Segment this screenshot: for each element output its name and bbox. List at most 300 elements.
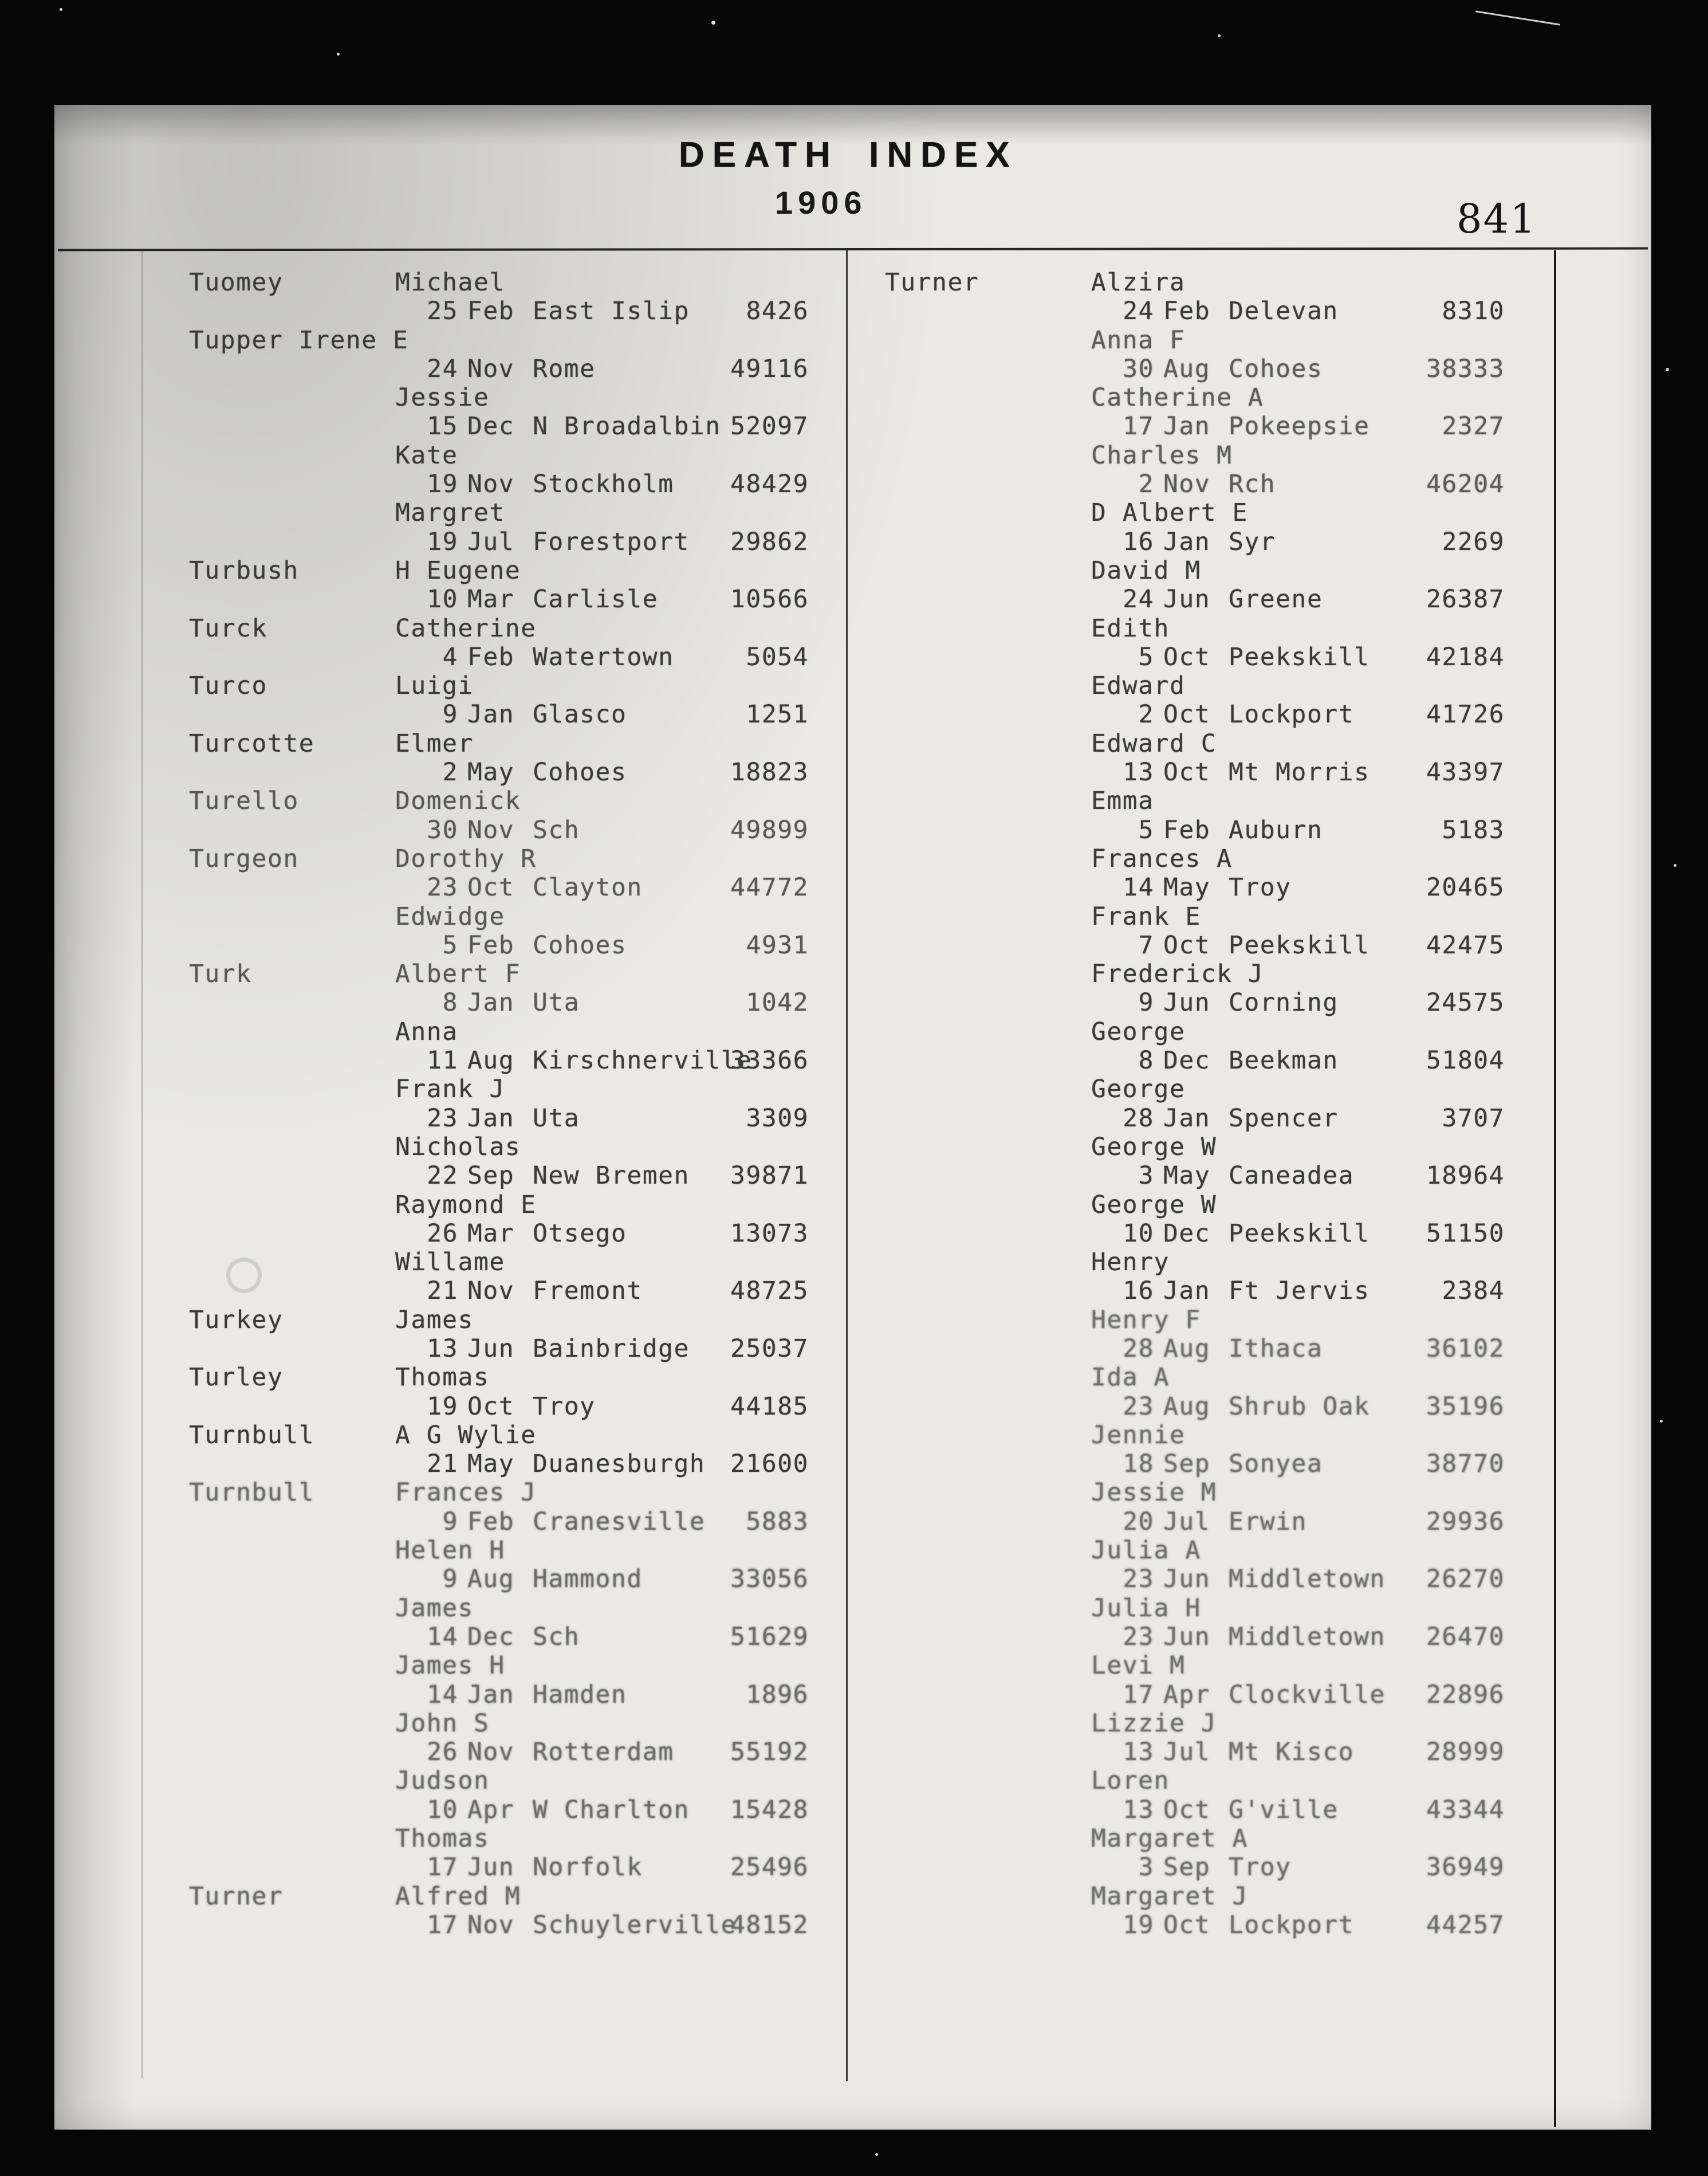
index-entry bbox=[189, 1824, 842, 1882]
index-entry bbox=[885, 1709, 1538, 1767]
certificate-number: 43397 bbox=[1426, 758, 1505, 787]
entry-name-line bbox=[189, 902, 842, 931]
entry-detail-line bbox=[189, 700, 842, 729]
given-name: Edith bbox=[1091, 614, 1170, 643]
death-month: Oct bbox=[467, 1392, 515, 1421]
entry-name-line bbox=[885, 498, 1538, 527]
dust-speck bbox=[1666, 368, 1669, 371]
death-place: Carlisle bbox=[533, 585, 659, 614]
death-day: 14 bbox=[427, 1622, 458, 1651]
entry-name-line bbox=[885, 1594, 1538, 1623]
entry-detail-line bbox=[885, 1796, 1538, 1824]
index-entry bbox=[885, 960, 1538, 1018]
entry-detail-line bbox=[189, 1738, 842, 1766]
death-day: 4 bbox=[442, 642, 458, 671]
certificate-number: 26387 bbox=[1426, 585, 1505, 614]
death-month: Aug bbox=[1163, 1334, 1211, 1363]
death-place: Hammond bbox=[533, 1565, 643, 1594]
index-entry bbox=[189, 1478, 842, 1536]
entry-name-line bbox=[885, 1766, 1538, 1795]
certificate-number: 2384 bbox=[1442, 1276, 1505, 1306]
death-place: Norfolk bbox=[533, 1853, 643, 1882]
entry-name-line bbox=[189, 1306, 842, 1334]
death-month: Oct bbox=[467, 873, 515, 902]
entry-detail-line bbox=[189, 1853, 842, 1882]
death-month: Jan bbox=[467, 1680, 515, 1709]
entry-name-line bbox=[189, 845, 842, 873]
entry-name-line bbox=[189, 1075, 842, 1103]
certificate-number: 21600 bbox=[730, 1450, 809, 1479]
certificate-number: 49899 bbox=[730, 815, 809, 845]
death-month: Oct bbox=[1163, 758, 1211, 787]
entry-detail-line bbox=[189, 470, 842, 498]
surname: Tupper Irene E bbox=[189, 325, 409, 355]
certificate-number: 44257 bbox=[1426, 1910, 1505, 1939]
death-place: Duanesburgh bbox=[533, 1450, 706, 1479]
given-name: Edwidge bbox=[395, 902, 505, 931]
death-day: 3 bbox=[1138, 1853, 1154, 1882]
given-name: Frederick J bbox=[1091, 960, 1264, 989]
entry-name-line bbox=[189, 1191, 842, 1219]
death-day: 16 bbox=[1123, 527, 1154, 556]
certificate-number: 5054 bbox=[746, 642, 809, 671]
given-name: Nicholas bbox=[395, 1132, 521, 1161]
entry-detail-line bbox=[885, 470, 1538, 498]
certificate-number: 5883 bbox=[746, 1507, 809, 1536]
entry-detail-line bbox=[189, 297, 842, 325]
entry-detail-line bbox=[885, 873, 1538, 902]
death-day: 10 bbox=[1123, 1219, 1154, 1248]
death-day: 9 bbox=[442, 1565, 458, 1594]
index-entry bbox=[885, 1363, 1538, 1421]
entry-detail-line bbox=[189, 1450, 842, 1478]
death-month: Oct bbox=[1163, 700, 1211, 729]
death-day: 25 bbox=[427, 297, 458, 326]
index-entry bbox=[885, 1421, 1538, 1479]
index-entry bbox=[189, 614, 842, 672]
entry-detail-line bbox=[885, 1680, 1538, 1709]
entry-name-line bbox=[189, 1824, 842, 1853]
index-entry bbox=[189, 1133, 842, 1191]
certificate-number: 25496 bbox=[730, 1853, 809, 1882]
index-entry bbox=[885, 1306, 1538, 1364]
given-name: Frank J bbox=[395, 1075, 505, 1104]
index-entry bbox=[885, 1018, 1538, 1075]
index-column-right bbox=[885, 268, 1538, 1939]
given-name: George W bbox=[1091, 1190, 1217, 1219]
given-name: David M bbox=[1091, 556, 1201, 585]
entry-detail-line bbox=[189, 1046, 842, 1075]
left-margin-rule bbox=[141, 250, 143, 2078]
death-day: 16 bbox=[1123, 1276, 1154, 1306]
entry-name-line bbox=[885, 1133, 1538, 1161]
certificate-number: 22896 bbox=[1426, 1680, 1505, 1709]
death-place: Ithaca bbox=[1229, 1334, 1323, 1363]
death-month: Sep bbox=[1163, 1853, 1211, 1882]
index-entry bbox=[189, 1248, 842, 1306]
death-month: Jun bbox=[1163, 1565, 1211, 1594]
death-place: Lockport bbox=[1229, 1910, 1355, 1939]
index-entry bbox=[189, 498, 842, 556]
death-month: Jun bbox=[1163, 1622, 1211, 1651]
entry-name-line bbox=[885, 383, 1538, 412]
certificate-number: 5183 bbox=[1442, 815, 1505, 845]
death-month: Feb bbox=[1163, 297, 1211, 326]
entry-name-line bbox=[189, 1594, 842, 1623]
death-month: Nov bbox=[467, 815, 515, 845]
entry-name-line bbox=[885, 902, 1538, 931]
index-entry bbox=[885, 383, 1538, 441]
certificate-number: 28999 bbox=[1426, 1738, 1505, 1767]
entry-name-line bbox=[885, 326, 1538, 355]
surname: Turner bbox=[189, 1882, 284, 1911]
index-entry bbox=[885, 326, 1538, 384]
death-day: 21 bbox=[427, 1450, 458, 1479]
certificate-number: 52097 bbox=[730, 412, 809, 441]
entry-detail-line bbox=[189, 931, 842, 960]
index-entry bbox=[885, 1133, 1538, 1191]
death-month: Feb bbox=[1163, 815, 1211, 845]
given-name: Anna bbox=[395, 1017, 458, 1046]
death-place: Middletown bbox=[1229, 1622, 1386, 1651]
index-entry bbox=[189, 902, 842, 960]
index-entry bbox=[189, 1766, 842, 1824]
death-month: Jan bbox=[1163, 527, 1211, 556]
given-name: Luigi bbox=[395, 671, 474, 701]
index-entry bbox=[885, 787, 1538, 845]
death-month: Feb bbox=[467, 642, 515, 671]
entry-name-line bbox=[189, 1766, 842, 1795]
index-entry bbox=[885, 1766, 1538, 1824]
entry-detail-line bbox=[885, 1565, 1538, 1593]
death-month: Nov bbox=[1163, 470, 1211, 499]
death-month: Nov bbox=[467, 470, 515, 499]
certificate-number: 13073 bbox=[730, 1219, 809, 1248]
index-entry bbox=[885, 1478, 1538, 1536]
death-day: 8 bbox=[442, 988, 458, 1018]
death-month: May bbox=[1163, 1161, 1211, 1191]
certificate-number: 42475 bbox=[1426, 930, 1505, 960]
certificate-number: 29936 bbox=[1426, 1507, 1505, 1536]
index-entry bbox=[189, 1306, 842, 1364]
certificate-number: 39871 bbox=[730, 1161, 809, 1191]
given-name: Alfred M bbox=[395, 1882, 521, 1911]
death-month: Dec bbox=[1163, 1046, 1211, 1075]
index-entry bbox=[189, 556, 842, 614]
entry-detail-line bbox=[885, 816, 1538, 845]
entry-name-line bbox=[189, 1478, 842, 1507]
index-entry bbox=[885, 845, 1538, 902]
death-month: Nov bbox=[467, 1910, 515, 1939]
certificate-number: 49116 bbox=[730, 354, 809, 383]
death-day: 20 bbox=[1123, 1507, 1154, 1536]
entry-detail-line bbox=[885, 412, 1538, 441]
certificate-number: 3707 bbox=[1442, 1103, 1505, 1133]
index-entry bbox=[189, 1421, 842, 1479]
index-entry bbox=[189, 1882, 842, 1940]
index-entry bbox=[189, 960, 842, 1018]
given-name: Loren bbox=[1091, 1766, 1170, 1796]
index-entry bbox=[189, 845, 842, 902]
death-place: Beekman bbox=[1229, 1046, 1339, 1075]
given-name: Margaret A bbox=[1091, 1824, 1248, 1853]
given-name: A G Wylie bbox=[395, 1420, 537, 1450]
entry-detail-line bbox=[885, 297, 1538, 325]
surname: Turello bbox=[189, 787, 299, 816]
given-name: Margret bbox=[395, 498, 505, 528]
index-entry bbox=[189, 1709, 842, 1767]
given-name: Kate bbox=[395, 441, 458, 470]
certificate-number: 38770 bbox=[1426, 1450, 1505, 1479]
entry-name-line bbox=[189, 671, 842, 700]
entry-detail-line bbox=[189, 355, 842, 383]
surname: Turk bbox=[189, 960, 252, 989]
death-month: Jul bbox=[467, 527, 515, 556]
death-month: Jan bbox=[1163, 1276, 1211, 1306]
death-day: 13 bbox=[427, 1334, 458, 1363]
death-day: 14 bbox=[427, 1680, 458, 1709]
certificate-number: 41726 bbox=[1426, 700, 1505, 729]
entry-detail-line bbox=[189, 758, 842, 787]
certificate-number: 43344 bbox=[1426, 1795, 1505, 1824]
given-name: Raymond E bbox=[395, 1190, 537, 1219]
dust-speck bbox=[337, 53, 340, 56]
entry-name-line bbox=[885, 1882, 1538, 1911]
entry-name-line bbox=[189, 1421, 842, 1450]
certificate-number: 2269 bbox=[1442, 527, 1505, 556]
index-entry bbox=[189, 441, 842, 499]
surname: Tuomey bbox=[189, 268, 284, 297]
given-name: Frances J bbox=[395, 1478, 537, 1507]
death-place: Peekskill bbox=[1229, 642, 1370, 671]
right-margin-rule bbox=[1554, 250, 1556, 2127]
death-day: 19 bbox=[427, 527, 458, 556]
certificate-number: 1251 bbox=[746, 700, 809, 729]
given-name: Lizzie J bbox=[1091, 1708, 1217, 1738]
death-place: Bainbridge bbox=[533, 1334, 690, 1363]
death-month: Oct bbox=[1163, 1910, 1211, 1939]
dust-speck bbox=[875, 2153, 878, 2156]
death-day: 24 bbox=[1123, 585, 1154, 614]
death-place: Watertown bbox=[533, 642, 674, 671]
death-month: Dec bbox=[467, 1622, 515, 1651]
given-name: Jennie bbox=[1091, 1420, 1186, 1450]
certificate-number: 44185 bbox=[730, 1392, 809, 1421]
death-place: Middletown bbox=[1229, 1565, 1386, 1594]
certificate-number: 33366 bbox=[730, 1046, 809, 1075]
index-entry bbox=[189, 787, 842, 845]
given-name: Judson bbox=[395, 1766, 490, 1796]
certificate-number: 1896 bbox=[746, 1680, 809, 1709]
given-name: H Eugene bbox=[395, 556, 521, 585]
entry-detail-line bbox=[189, 585, 842, 614]
certificate-number: 33056 bbox=[730, 1565, 809, 1594]
death-day: 24 bbox=[427, 354, 458, 383]
death-place: Forestport bbox=[533, 527, 690, 556]
death-month: Nov bbox=[467, 1738, 515, 1767]
entry-name-line bbox=[189, 787, 842, 815]
given-name: Julia H bbox=[1091, 1593, 1201, 1623]
death-day: 2 bbox=[1138, 470, 1154, 499]
death-month: Feb bbox=[467, 930, 515, 960]
index-entry bbox=[885, 729, 1538, 787]
index-entry bbox=[189, 729, 842, 787]
certificate-number: 8426 bbox=[746, 297, 809, 326]
death-place: Erwin bbox=[1229, 1507, 1307, 1536]
entry-name-line bbox=[189, 441, 842, 470]
entry-detail-line bbox=[885, 528, 1538, 556]
entry-name-line bbox=[885, 729, 1538, 758]
page-title: DEATH INDEX bbox=[679, 135, 1018, 175]
certificate-number: 48725 bbox=[730, 1276, 809, 1306]
dust-speck bbox=[1218, 34, 1221, 37]
certificate-number: 29862 bbox=[730, 527, 809, 556]
death-day: 10 bbox=[427, 1795, 458, 1824]
surname: Turck bbox=[189, 614, 267, 643]
given-name: Levi M bbox=[1091, 1651, 1186, 1680]
death-day: 17 bbox=[427, 1853, 458, 1882]
death-place: Clockville bbox=[1229, 1680, 1386, 1709]
death-month: Jan bbox=[467, 1103, 515, 1133]
given-name: Thomas bbox=[395, 1363, 490, 1392]
death-place: Rome bbox=[533, 354, 596, 383]
certificate-number: 2327 bbox=[1442, 412, 1505, 441]
entry-detail-line bbox=[885, 1334, 1538, 1363]
death-month: Dec bbox=[1163, 1219, 1211, 1248]
death-day: 5 bbox=[442, 930, 458, 960]
death-day: 9 bbox=[442, 700, 458, 729]
death-day: 13 bbox=[1123, 758, 1154, 787]
certificate-number: 48429 bbox=[730, 470, 809, 499]
entry-name-line bbox=[885, 960, 1538, 988]
given-name: Albert F bbox=[395, 960, 521, 989]
given-name: Jessie bbox=[395, 383, 490, 413]
death-place: Sonyea bbox=[1229, 1450, 1323, 1479]
surname: Turner bbox=[885, 268, 979, 297]
dust-speck bbox=[711, 21, 715, 25]
death-month: May bbox=[467, 758, 515, 787]
death-day: 8 bbox=[1138, 1046, 1154, 1075]
death-day: 13 bbox=[1123, 1795, 1154, 1824]
given-name: Elmer bbox=[395, 729, 474, 758]
index-entry bbox=[885, 1075, 1538, 1133]
entry-name-line bbox=[885, 1651, 1538, 1680]
entry-name-line bbox=[885, 1075, 1538, 1103]
death-place: Ft Jervis bbox=[1229, 1276, 1370, 1306]
entry-name-line bbox=[189, 383, 842, 412]
scanned-page bbox=[54, 105, 1651, 2130]
death-day: 2 bbox=[442, 758, 458, 787]
surname: Turnbull bbox=[189, 1420, 315, 1450]
surname: Turco bbox=[189, 671, 267, 701]
entry-detail-line bbox=[189, 1680, 842, 1709]
death-day: 7 bbox=[1138, 930, 1154, 960]
entry-detail-line bbox=[189, 1334, 842, 1363]
index-entry bbox=[189, 268, 842, 326]
death-place: Lockport bbox=[1229, 700, 1355, 729]
entry-detail-line bbox=[189, 1565, 842, 1593]
given-name: Frances A bbox=[1091, 844, 1233, 873]
death-place: Uta bbox=[533, 1103, 580, 1133]
death-place: W Charlton bbox=[533, 1795, 690, 1824]
entry-name-line bbox=[885, 614, 1538, 643]
death-month: Aug bbox=[1163, 354, 1211, 383]
death-day: 13 bbox=[1123, 1738, 1154, 1767]
death-day: 30 bbox=[427, 815, 458, 845]
index-year: 1906 bbox=[775, 184, 867, 221]
given-name: James bbox=[395, 1593, 474, 1623]
given-name: D Albert E bbox=[1091, 498, 1248, 528]
index-entry bbox=[885, 614, 1538, 672]
death-day: 19 bbox=[427, 470, 458, 499]
index-entry bbox=[885, 1882, 1538, 1940]
death-place: Peekskill bbox=[1229, 1219, 1370, 1248]
entry-detail-line bbox=[189, 1911, 842, 1939]
death-month: Oct bbox=[1163, 1795, 1211, 1824]
entry-detail-line bbox=[885, 700, 1538, 729]
death-month: Jun bbox=[1163, 988, 1211, 1018]
certificate-number: 3309 bbox=[746, 1103, 809, 1133]
death-month: Aug bbox=[467, 1565, 515, 1594]
entry-name-line bbox=[189, 1651, 842, 1680]
death-place: Cohoes bbox=[533, 758, 627, 787]
entry-name-line bbox=[885, 1191, 1538, 1219]
death-month: Sep bbox=[467, 1161, 515, 1191]
entry-detail-line bbox=[189, 528, 842, 556]
surname: Turnbull bbox=[189, 1478, 315, 1507]
film-scratch bbox=[1475, 10, 1561, 25]
entry-name-line bbox=[189, 498, 842, 527]
index-entry bbox=[885, 902, 1538, 960]
index-entry bbox=[189, 383, 842, 441]
certificate-number: 18823 bbox=[730, 758, 809, 787]
given-name: George bbox=[1091, 1017, 1186, 1046]
death-place: Troy bbox=[1229, 1853, 1292, 1882]
given-name: Domenick bbox=[395, 787, 521, 816]
certificate-number: 35196 bbox=[1426, 1392, 1505, 1421]
death-day: 21 bbox=[427, 1276, 458, 1306]
entry-name-line bbox=[885, 556, 1538, 585]
given-name: Emma bbox=[1091, 787, 1154, 816]
death-month: Nov bbox=[467, 1276, 515, 1306]
certificate-number: 42184 bbox=[1426, 642, 1505, 671]
death-place: Fremont bbox=[533, 1276, 643, 1306]
death-day: 23 bbox=[427, 1103, 458, 1133]
entry-name-line bbox=[885, 1306, 1538, 1334]
death-day: 18 bbox=[1123, 1450, 1154, 1479]
death-day: 9 bbox=[1138, 988, 1154, 1018]
entry-detail-line bbox=[885, 643, 1538, 671]
death-day: 10 bbox=[427, 585, 458, 614]
page-number: 841 bbox=[1457, 195, 1537, 242]
index-entry bbox=[885, 498, 1538, 556]
death-place: Schuylerville bbox=[533, 1910, 737, 1939]
death-day: 2 bbox=[1138, 700, 1154, 729]
certificate-number: 51629 bbox=[730, 1622, 809, 1651]
death-month: Jan bbox=[1163, 1103, 1211, 1133]
given-name: James bbox=[395, 1305, 474, 1334]
certificate-number: 36949 bbox=[1426, 1853, 1505, 1882]
entry-detail-line bbox=[189, 1276, 842, 1305]
death-place: Stockholm bbox=[533, 470, 674, 499]
death-day: 17 bbox=[1123, 1680, 1154, 1709]
entry-name-line bbox=[189, 1248, 842, 1276]
death-place: Kirschnerville bbox=[533, 1046, 753, 1075]
death-day: 17 bbox=[427, 1910, 458, 1939]
certificate-number: 55192 bbox=[730, 1738, 809, 1767]
death-place: Syr bbox=[1229, 527, 1276, 556]
index-entry bbox=[885, 1824, 1538, 1882]
